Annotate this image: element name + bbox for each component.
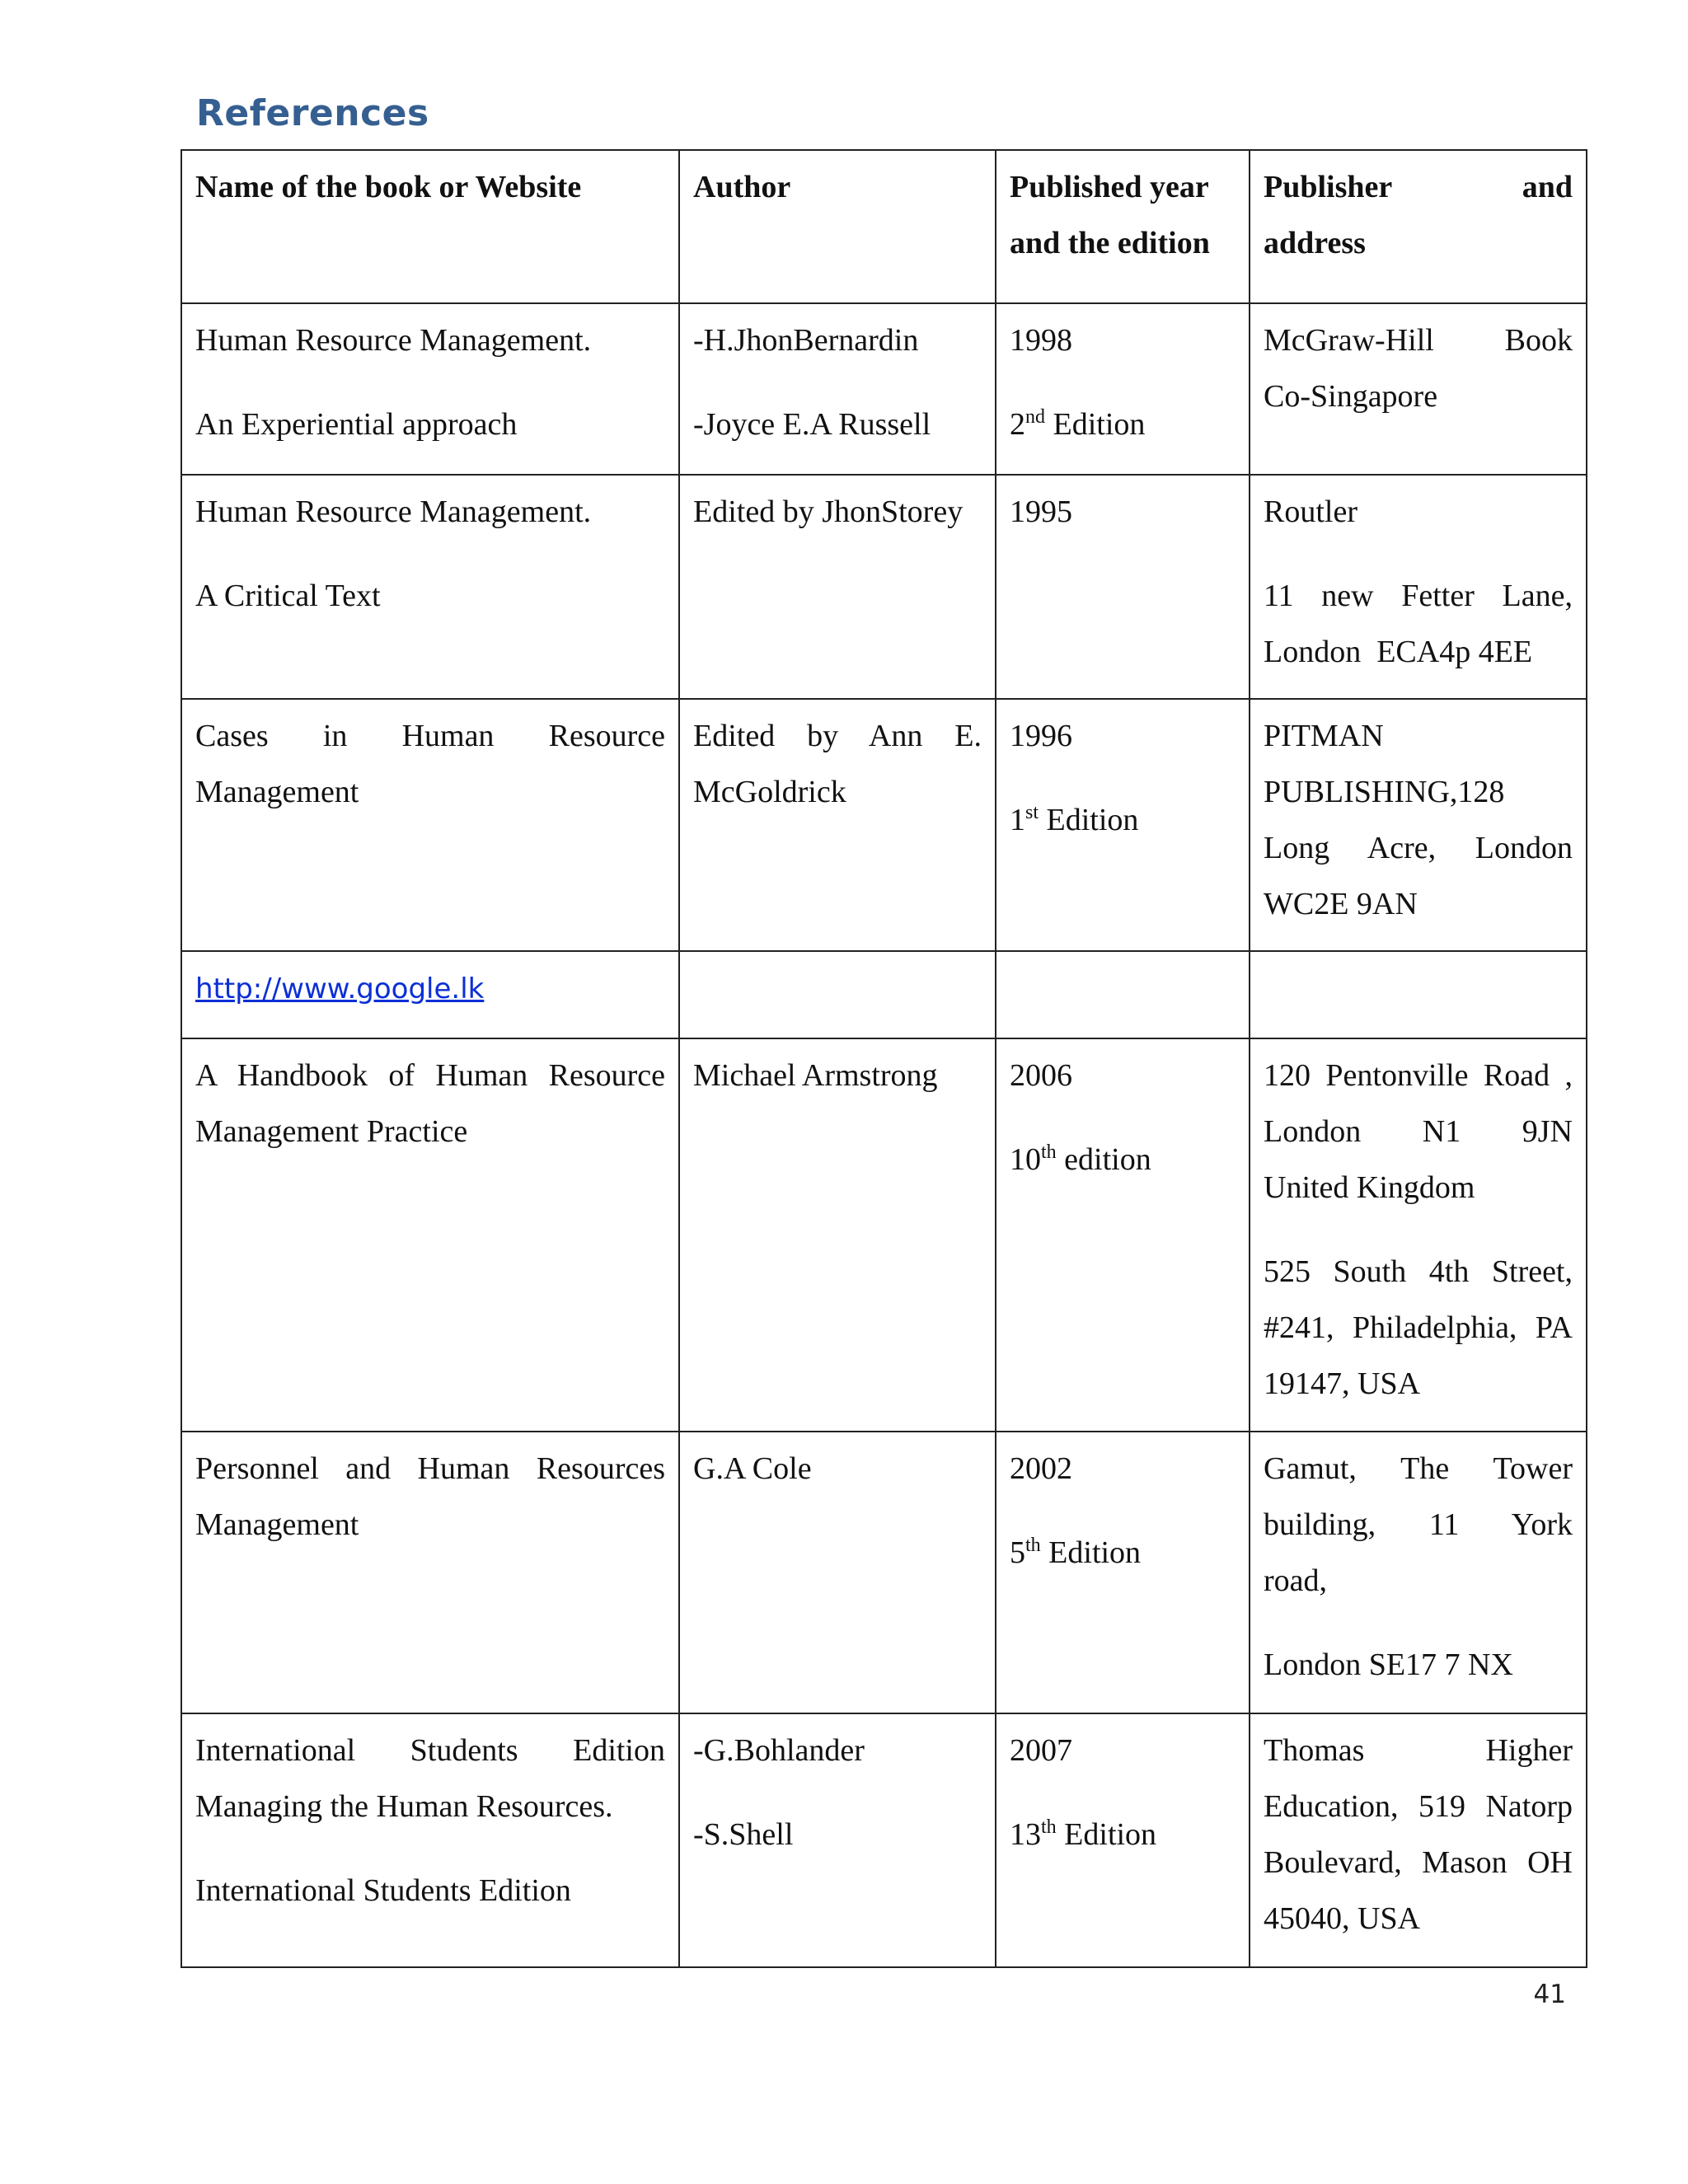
- edition-number: 10: [1010, 1142, 1041, 1177]
- page-title: References: [196, 92, 429, 134]
- cell-name: [181, 699, 679, 951]
- publisher-line: London N1 9JN: [1264, 1114, 1573, 1149]
- book-subtitle: A Critical Text: [195, 579, 381, 613]
- cell-author: [679, 1432, 996, 1713]
- header-publisher-address: address: [1264, 226, 1366, 260]
- publisher-line: 525 South 4th Street,: [1264, 1254, 1573, 1289]
- edition-suffix: th: [1041, 1816, 1057, 1838]
- published-year: 1996: [1010, 719, 1072, 753]
- publisher-line: WC2E 9AN: [1264, 887, 1418, 921]
- edition: [1010, 1807, 1236, 1863]
- publisher-line: road,: [1264, 1563, 1328, 1598]
- header-name: Name of the book or Website: [181, 150, 679, 303]
- publisher-line: 120 Pentonville Road ,: [1264, 1058, 1573, 1093]
- cell-year: [996, 1038, 1250, 1432]
- cell-year: [996, 1713, 1250, 1967]
- page-number: 41: [1533, 1980, 1566, 2009]
- publisher-line: PITMAN: [1264, 719, 1384, 753]
- author-name: Michael Armstrong: [693, 1058, 938, 1093]
- edition-word: Edition: [1056, 1817, 1157, 1852]
- cell-author: [679, 1713, 996, 1967]
- header-publisher-line: [1264, 159, 1573, 215]
- cell-publisher: [1250, 951, 1587, 1038]
- author-name: -Joyce E.A Russell: [693, 407, 931, 442]
- book-title: Management Practice: [195, 1114, 468, 1149]
- cell-name: [181, 1713, 679, 1967]
- publisher-line: McGraw-Hill Book: [1264, 323, 1573, 358]
- publisher-line: 45040, USA: [1264, 1901, 1421, 1936]
- header-year: Published year and the edition: [996, 150, 1250, 303]
- edition-suffix: th: [1025, 1535, 1041, 1556]
- cell-year: [996, 303, 1250, 475]
- edition-word: Edition: [1039, 803, 1139, 837]
- header-publisher-and: and: [1522, 170, 1573, 204]
- table-row: [181, 699, 1587, 951]
- publisher-line: Boulevard, Mason OH: [1264, 1845, 1573, 1880]
- cell-name: [181, 951, 679, 1038]
- edition-suffix: st: [1025, 802, 1039, 823]
- table-row: [181, 303, 1587, 475]
- header-publisher: [1250, 150, 1587, 303]
- author-name: Edited by Ann E.: [693, 719, 982, 753]
- publisher-line: Gamut, The Tower: [1264, 1451, 1573, 1486]
- book-title: Management: [195, 775, 359, 809]
- publisher-line: Routler: [1264, 494, 1357, 529]
- edition-suffix: nd: [1025, 406, 1045, 428]
- cell-year: [996, 475, 1250, 699]
- cell-name: [181, 1432, 679, 1713]
- publisher-line: 19147, USA: [1264, 1366, 1421, 1401]
- table-row: [181, 1038, 1587, 1432]
- edition-number: 2: [1010, 407, 1025, 442]
- publisher-line: Long Acre, London: [1264, 831, 1573, 865]
- book-title: International Students Edition: [195, 1873, 571, 1908]
- cell-publisher: [1250, 1038, 1587, 1432]
- book-title: Human Resource Management.: [195, 323, 592, 358]
- website-link[interactable]: http://www.google.lk: [195, 972, 485, 1005]
- publisher-line: PUBLISHING,128: [1264, 775, 1505, 809]
- publisher-line: Education, 519 Natorp: [1264, 1789, 1573, 1824]
- book-title: International Students Edition: [195, 1733, 665, 1768]
- edition: [1010, 792, 1236, 848]
- edition-word: Edition: [1040, 1535, 1142, 1570]
- edition-word: edition: [1056, 1142, 1151, 1177]
- publisher-line: #241, Philadelphia, PA: [1264, 1310, 1573, 1345]
- table-row: [181, 1432, 1587, 1713]
- cell-name: [181, 303, 679, 475]
- author-name: -S.Shell: [693, 1817, 794, 1852]
- edition: [1010, 1525, 1236, 1581]
- publisher-line: building, 11 York: [1264, 1507, 1573, 1542]
- publisher-line: Co-Singapore: [1264, 379, 1438, 414]
- edition: [1010, 396, 1236, 452]
- cell-name: [181, 475, 679, 699]
- table-row: [181, 1713, 1587, 1967]
- cell-author: [679, 1038, 996, 1432]
- published-year: 2002: [1010, 1451, 1072, 1486]
- book-subtitle: An Experiential approach: [195, 407, 518, 442]
- book-title: Management: [195, 1507, 359, 1542]
- author-name: Edited by JhonStorey: [693, 494, 964, 529]
- author-name: -H.JhonBernardin: [693, 323, 919, 358]
- publisher-line: London SE17 7 NX: [1264, 1647, 1513, 1682]
- author-name: McGoldrick: [693, 775, 846, 809]
- book-title: Cases in Human Resource: [195, 719, 665, 753]
- book-title: Personnel and Human Resources: [195, 1451, 665, 1486]
- edition-number: 13: [1010, 1817, 1041, 1852]
- cell-publisher: [1250, 1432, 1587, 1713]
- header-author: Author: [679, 150, 996, 303]
- author-name: G.A Cole: [693, 1451, 812, 1486]
- table-header-row: [181, 150, 1587, 303]
- published-year: 2006: [1010, 1058, 1072, 1093]
- header-publisher-word: Publisher: [1264, 170, 1392, 204]
- published-year: 2007: [1010, 1733, 1072, 1768]
- publisher-line: Thomas Higher: [1264, 1733, 1573, 1768]
- edition-number: 1: [1010, 803, 1025, 837]
- cell-author: [679, 475, 996, 699]
- table-row: [181, 951, 1587, 1038]
- publisher-line: 11 new Fetter Lane,: [1264, 579, 1573, 613]
- cell-name: [181, 1038, 679, 1432]
- edition-number: 5: [1010, 1535, 1025, 1570]
- book-title: Managing the Human Resources.: [195, 1789, 613, 1824]
- publisher-line: United Kingdom: [1264, 1170, 1475, 1205]
- book-title: Human Resource Management.: [195, 494, 592, 529]
- cell-year: [996, 699, 1250, 951]
- publisher-line: London ECA4p 4EE: [1264, 635, 1533, 669]
- cell-year: [996, 951, 1250, 1038]
- edition-word: Edition: [1045, 407, 1146, 442]
- published-year: 1998: [1010, 323, 1072, 358]
- edition-suffix: th: [1041, 1141, 1057, 1163]
- cell-year: [996, 1432, 1250, 1713]
- cell-publisher: [1250, 1713, 1587, 1967]
- cell-publisher: [1250, 699, 1587, 951]
- published-year: 1995: [1010, 494, 1072, 529]
- cell-author: [679, 303, 996, 475]
- cell-author: [679, 951, 996, 1038]
- author-name: -G.Bohlander: [693, 1733, 865, 1768]
- edition: [1010, 1132, 1236, 1188]
- table-row: [181, 475, 1587, 699]
- cell-publisher: [1250, 303, 1587, 475]
- cell-publisher: [1250, 475, 1587, 699]
- cell-author: [679, 699, 996, 951]
- references-table: [181, 149, 1587, 1968]
- book-title: A Handbook of Human Resource: [195, 1058, 665, 1093]
